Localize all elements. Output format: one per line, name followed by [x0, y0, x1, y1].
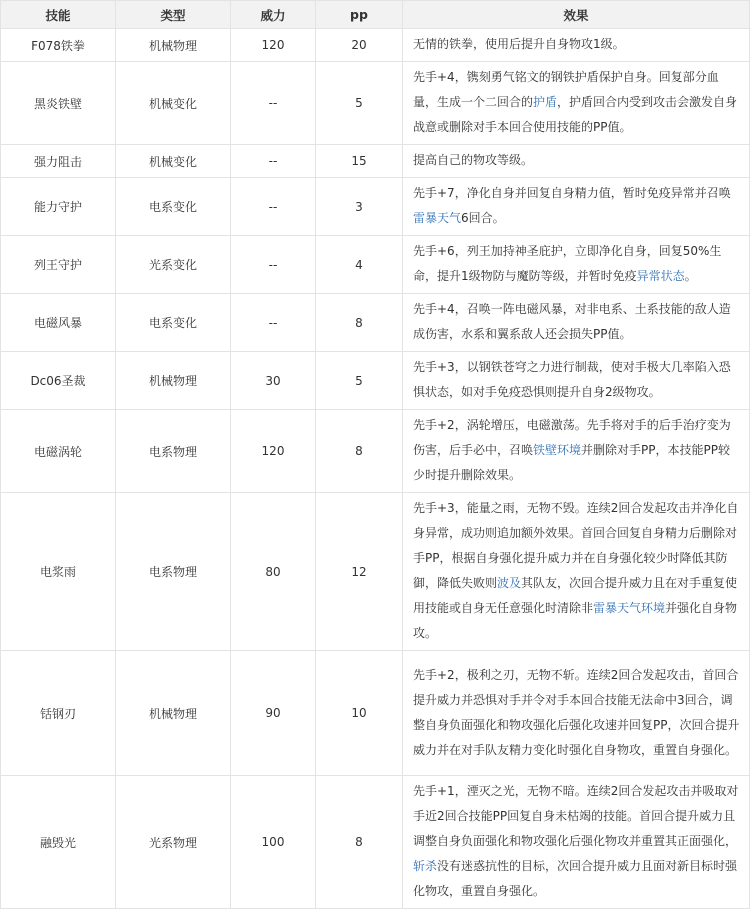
- skill-power: --: [231, 236, 316, 294]
- skill-effect: [403, 352, 750, 410]
- skill-name: 黑炎铁壁: [1, 62, 116, 145]
- skill-type: 机械物理: [116, 352, 231, 410]
- skill-type: 机械变化: [116, 145, 231, 178]
- table-row: [1, 145, 750, 178]
- table-row: [1, 651, 750, 776]
- table-row: [1, 62, 750, 145]
- skill-name: Dc06圣裁: [1, 352, 116, 410]
- effect-text: 并强化自身物攻。: [413, 601, 738, 640]
- skill-pp: 20: [316, 29, 403, 62]
- skill-pp: 4: [316, 236, 403, 294]
- header-pp: pp: [316, 1, 403, 29]
- effect-text: 先手+6，列王加持神圣庇护，立即净化自身，回复50%生命，提升1级物防与魔防等级，并暂时免疫: [413, 244, 722, 283]
- effect-text: 无情的铁拳，使用后提升自身物攻1级。: [413, 37, 625, 51]
- effect-link[interactable]: 斩杀: [413, 859, 438, 873]
- effect-link[interactable]: 护盾: [533, 95, 558, 109]
- skill-pp: 8: [316, 294, 403, 352]
- effect-link[interactable]: 雷暴天气环境: [593, 601, 666, 615]
- table-row: [1, 178, 750, 236]
- skill-pp: 8: [316, 776, 403, 909]
- table-row: [1, 776, 750, 909]
- skill-type: 电系变化: [116, 294, 231, 352]
- skill-power: --: [231, 178, 316, 236]
- skill-pp: 10: [316, 651, 403, 776]
- effect-text: ，护盾回合内受到攻击会激发自身战意或删除对手本回合使用技能的PP值。: [413, 95, 738, 134]
- effect-text: 先手+3，能量之雨，无物不毁。连续2回合发起攻击并净化自身异常，成功则追加额外效果。首回合回复自身精力后删除对手PP，根据自身强化提升威力并在自身强化较少时降低其防御，降低失败则: [413, 501, 739, 590]
- effect-link[interactable]: 异常状态: [636, 269, 685, 283]
- effect-text: 先手+2，涡轮增压，电磁激荡。先手将对手的后手治疗变为伤害，后手必中，召唤: [413, 418, 731, 457]
- skill-power: 30: [231, 352, 316, 410]
- skill-effect: [403, 145, 750, 178]
- skill-type: 电系变化: [116, 178, 231, 236]
- table-row: [1, 236, 750, 294]
- skill-name: 电浆雨: [1, 493, 116, 651]
- skill-pp: 5: [316, 62, 403, 145]
- skill-effect: [403, 178, 750, 236]
- skill-effect: [403, 410, 750, 493]
- skill-pp: 3: [316, 178, 403, 236]
- effect-text: 先手+1，湮灭之光，无物不暗。连续2回合发起攻击并吸取对手近2回合技能PP回复自身未枯竭的技能。首回合提升威力且调整自身负面强化和物攻强化后强化物攻并重置其正面强化，: [413, 784, 739, 848]
- effect-text: 其队友，次回合提升威力且在对手重复使用技能或自身无任意强化时清除非: [413, 576, 738, 615]
- effect-text: 没有迷惑抗性的目标，次回合提升威力且面对新目标时强化物攻，重置自身强化。: [413, 859, 738, 898]
- skill-name: 融毁光: [1, 776, 116, 909]
- effect-text: 先手+4，召唤一阵电磁风暴，对非电系、土系技能的敌人造成伤害，水系和翼系敌人还会损失PP值。: [413, 302, 731, 341]
- skill-effect: [403, 29, 750, 62]
- skill-power: --: [231, 145, 316, 178]
- skill-pp: 8: [316, 410, 403, 493]
- skill-type: 机械物理: [116, 651, 231, 776]
- skill-type: 电系物理: [116, 410, 231, 493]
- effect-text: 先手+7，净化自身并回复自身精力值，暂时免疫异常并召唤: [413, 186, 731, 200]
- skill-pp: 12: [316, 493, 403, 651]
- skill-effect: [403, 236, 750, 294]
- effect-text: 。: [684, 269, 697, 283]
- skill-power: --: [231, 294, 316, 352]
- table-row: [1, 410, 750, 493]
- skill-effect: [403, 294, 750, 352]
- effect-text: 先手+3，以钢铁苍穹之力进行制裁，使对手极大几率陷入恐惧状态，如对手免疫恐惧则提升自身2级物攻。: [413, 360, 731, 399]
- skill-pp: 5: [316, 352, 403, 410]
- skill-name: 电磁涡轮: [1, 410, 116, 493]
- skill-effect: [403, 651, 750, 776]
- skill-name: 电磁风暴: [1, 294, 116, 352]
- effect-link[interactable]: 雷暴天气: [413, 211, 462, 225]
- table-row: [1, 29, 750, 62]
- skill-pp: 15: [316, 145, 403, 178]
- skill-effect: [403, 493, 750, 651]
- skill-type: 光系变化: [116, 236, 231, 294]
- effect-text: 先手+4，镌刻勇气铭文的钢铁护盾保护自身。回复部分血量，生成一个二回合的: [413, 70, 719, 109]
- effect-link[interactable]: 波及: [497, 576, 522, 590]
- effect-link[interactable]: 铁壁环境: [533, 443, 582, 457]
- skill-name: F078铁拳: [1, 29, 116, 62]
- header-effect: 效果: [403, 1, 750, 29]
- skill-power: 100: [231, 776, 316, 909]
- skill-type: 机械物理: [116, 29, 231, 62]
- table-row: [1, 352, 750, 410]
- header-skill: 技能: [1, 1, 116, 29]
- skill-power: 80: [231, 493, 316, 651]
- skill-name: 强力阻击: [1, 145, 116, 178]
- skill-type: 机械变化: [116, 62, 231, 145]
- skill-type: 光系物理: [116, 776, 231, 909]
- skill-type: 电系物理: [116, 493, 231, 651]
- skill-power: 120: [231, 29, 316, 62]
- skill-name: 能力守护: [1, 178, 116, 236]
- effect-text: 先手+2，极利之刃，无物不斩。连续2回合发起攻击，首回合提升威力并恐惧对手并令对手本回合技能无法命中3回合，调整自身负面强化和物攻强化后强化攻速并回复PP，次回合提升威力并在对手队友精力变化时强化自身物攻，重置自身强化。: [413, 667, 740, 757]
- table-row: [1, 493, 750, 651]
- header-row: [1, 1, 750, 29]
- skill-effect: [403, 62, 750, 145]
- header-power: 威力: [231, 1, 316, 29]
- skill-power: 90: [231, 651, 316, 776]
- effect-text: 6回合。: [461, 211, 505, 225]
- table-row: [1, 294, 750, 352]
- effect-text: 并删除对手PP，本技能PP较少时提升删除效果。: [413, 443, 730, 482]
- effect-text: 提高自己的物攻等级。: [413, 153, 534, 167]
- skill-effect: [403, 776, 750, 909]
- skill-name: 铦钢刃: [1, 651, 116, 776]
- skill-power: --: [231, 62, 316, 145]
- skill-power: 120: [231, 410, 316, 493]
- skill-name: 列王守护: [1, 236, 116, 294]
- header-type: 类型: [116, 1, 231, 29]
